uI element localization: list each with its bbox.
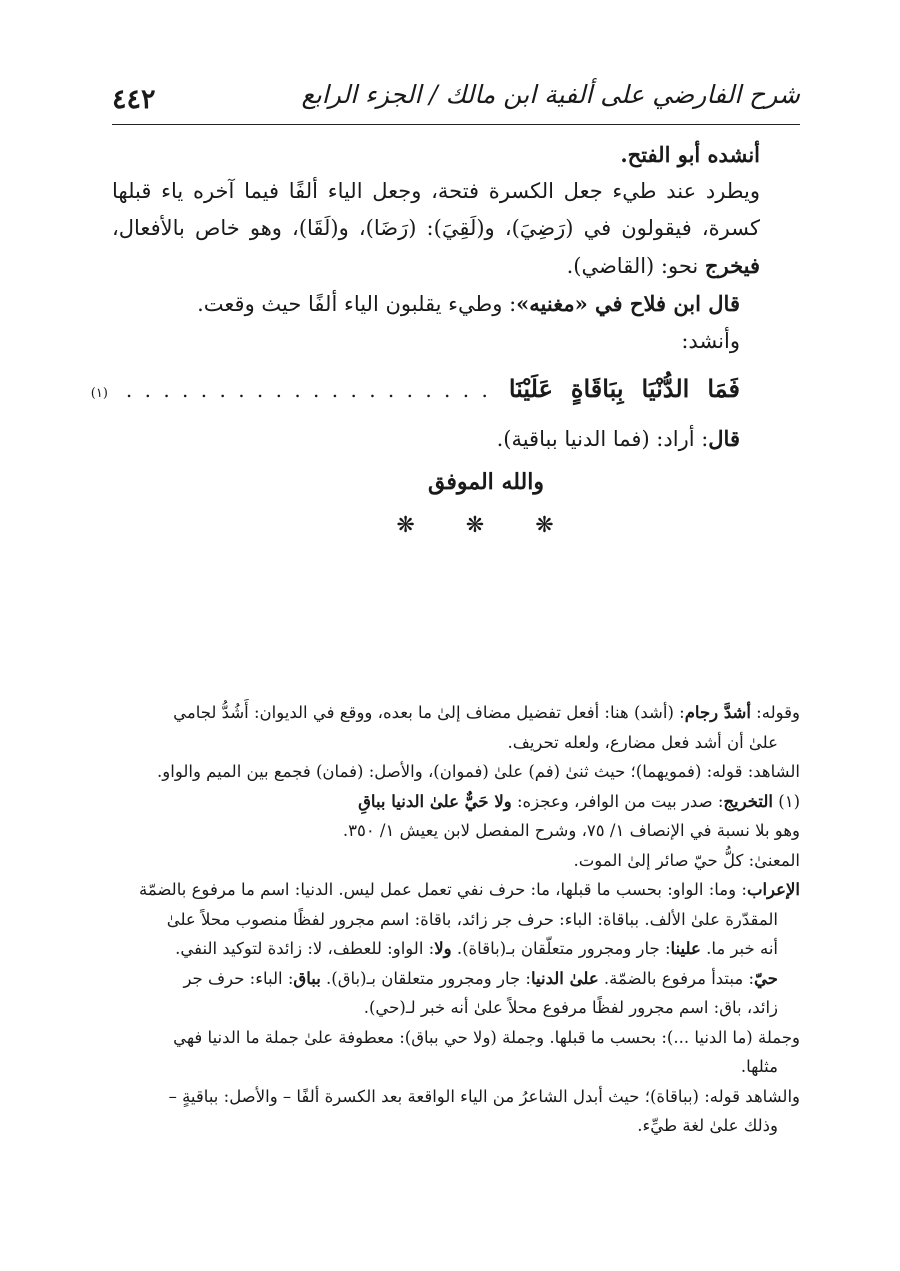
footnote-line: زائد، باق: اسم مجرور لفظًا مرفوع محلاً علىٰ أنه خبر لـ(حي). <box>363 998 778 1017</box>
paragraph-2-end: نحو: (القاضي). <box>566 254 705 278</box>
running-title: شرح الفارضي على ألفية ابن مالك / الجزء الرابع <box>301 80 800 109</box>
fn-text: : مبتدأ مرفوع بالضمّة. <box>598 968 755 988</box>
fn-bold: الإعراب <box>746 880 800 899</box>
fn-text: : جار ومجرور متعلّقان بـ(باقاة). <box>451 939 671 958</box>
paragraph-5 <box>112 420 800 458</box>
paragraph-2-text: ويطرد عند طيء جعل الكسرة فتحة، وجعل الياء ألفًا فيما آخره ياء قبلها كسرة، فيقولون في (رَضِيَ)، و(لَقِيَ): (رَضَا)، و(لَقَا)، وهو خاص بالأفعال، <box>112 179 760 240</box>
footnote-line: الشاهد: قوله: (فمويهما)؛ حيث ثنىٰ (فم) علىٰ (فموان)، والأصل: (فمان) فجمع بين الميم والواو. <box>157 762 800 781</box>
footnote-line: وجملة (ما الدنيا ...): بحسب ما قبلها. وجملة (ولا حي بباق): معطوفة علىٰ جملة ما الدنيا فهي <box>173 1027 800 1047</box>
fn-text: وقوله: <box>750 703 800 722</box>
footnote-line: علىٰ أن أشد فعل مضارع، ولعله تحريف. <box>507 732 778 752</box>
fn-text: : وما: الواو: بحسب ما قبلها، ما: حرف نفي تعمل عمل ليس. الدنيا: اسم ما مرفوع بالضمّة <box>138 880 747 899</box>
section-ornament: ❋ ❋ ❋ <box>396 513 576 538</box>
page-number: ٤٤٢ <box>112 84 156 115</box>
paragraph-4: وأنشد: <box>681 329 740 353</box>
footnotes <box>112 698 800 1141</box>
verse-word: الدُّنْيَا <box>641 374 690 403</box>
footnote-line: وذلك علىٰ لغة طيِّء. <box>637 1116 778 1135</box>
paragraph-2-bold: فيخرج <box>704 253 760 278</box>
fn-text: : (أشد) هنا: أفعل تفضيل مضاف إلىٰ ما بعده، ووقع في الديوان: أَشُدُّ لجامي <box>173 703 685 722</box>
footnote-line: مثلها. <box>740 1057 778 1076</box>
paragraph-5-text: : أراد: (فما الدنيا بباقية). <box>496 427 709 451</box>
fn-bold: علينا <box>670 939 701 958</box>
paragraph-3 <box>112 285 800 323</box>
fn-text: : جار ومجرور متعلقان بـ(باق). <box>320 968 531 988</box>
footnote-line: المعنىٰ: كلُّ حيّ صائر إلىٰ الموت. <box>573 850 800 870</box>
fn-bold: ولا <box>434 939 452 958</box>
main-text <box>90 136 800 544</box>
fn-text: : صدر بيت من الوافر، وعجزه: <box>511 791 724 811</box>
paragraph-5-bold: قال <box>708 426 740 451</box>
footnote-line <box>112 964 800 994</box>
footnote-line <box>112 698 800 728</box>
fn-bold: علىٰ الدنيا <box>530 968 599 988</box>
closing-phrase: والله الموفق <box>428 469 544 495</box>
fn-bold: ولا حَيٌّ علىٰ الدنيا بباقِ <box>358 791 512 811</box>
fn-text: أنه خبر ما. <box>700 939 778 958</box>
footnote-reference: (١) <box>90 386 108 401</box>
fn-bold: التخريج <box>723 791 773 811</box>
fn-text: : الواو: للعطف، لا: زائدة لتوكيد النفي. <box>175 939 435 958</box>
fn-bold: أشدَّ رجام <box>684 703 751 722</box>
fn-bold: بباق <box>293 968 321 988</box>
paragraph-1: أنشده أبو الفتح. <box>620 142 760 167</box>
verse-dots: . . . . . . . . . . . . . . . . . . . . <box>125 378 491 402</box>
footnote-line: والشاهد قوله: (بباقاة)؛ حيث أبدل الشاعرُ من الياء الواقعة بعد الكسرة ألفًا – والأصل: بباقيةٍ – <box>168 1086 800 1106</box>
footnote-line <box>112 934 800 964</box>
verse <box>90 370 800 412</box>
paragraph-2 <box>112 173 800 285</box>
fn-text: : الباء: حرف جر <box>183 968 294 988</box>
footnote-line: المقدّرة علىٰ الألف. بباقاة: الباء: حرف جر زائد، باقاة: اسم مجرور لفظًا منصوب محلاً علىٰ <box>166 909 778 929</box>
fn-text: (١) <box>773 791 800 811</box>
paragraph-3-text: : وطيء يقلبون الياء ألفًا حيث وقعت. <box>197 292 517 316</box>
paragraph-3-bold: قال ابن فلاح في «مغنيه» <box>516 291 740 316</box>
verse-word: بِبَاقَاةٍ <box>570 374 624 403</box>
header-rule <box>112 124 800 125</box>
fn-bold: حيّ <box>754 968 778 988</box>
footnote-line: وهو بلا نسبة في الإنصاف ١/ ٧٥، وشرح المفصل لابن يعيش ١/ ٣٥٠. <box>342 821 800 840</box>
verse-word: عَلَيْنَا <box>508 374 553 403</box>
footnote-line <box>112 875 800 905</box>
verse-word: فَمَا <box>707 374 740 403</box>
page-header <box>112 70 800 122</box>
footnote-line <box>112 787 800 817</box>
